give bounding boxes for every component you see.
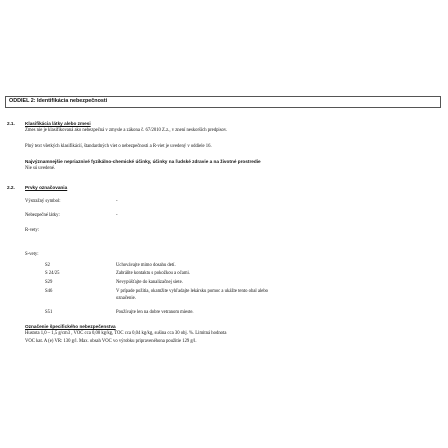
s-phrase-code: S2 <box>45 263 50 268</box>
adverse-effects-heading: Najvýznamnejšie nepriaznivé fyzikálno-chemické účinky, účinky na ľudské zdravie a na životné prostredie <box>25 159 261 164</box>
warning-symbol-value: - <box>116 199 118 204</box>
section-2-2-heading: Prvky označovania <box>25 185 68 190</box>
classification-text: Zmes nie je klasifikovaná ako nebezpečná v zmysle a zákona č. 67/2010 Z.z., v znení neskorších predpisov. <box>25 128 228 133</box>
section-2-1-heading: Klasifikácia látky alebo zmesi <box>25 121 91 126</box>
special-hazard-heading: Označenie špecifického nebezpečenstva <box>25 324 116 329</box>
section-header-box <box>5 96 441 108</box>
s-phrase-code: S46 <box>45 289 53 294</box>
special-hazard-line-1: Hustota 1,0 – 1,5 g/cm3 , VOC cca 0,08 kg/kg, TOC cca 0,04 kg/kg, sušina cca 30 obj. %. Limitná hodnota <box>25 331 227 336</box>
section-2-2-number: 2.2. <box>7 185 15 190</box>
section-2-1-number: 2.1. <box>7 121 15 126</box>
hazardous-substances-label: Nebezpečné látky: <box>25 213 60 218</box>
s-phrases-label: S-vety: <box>25 252 39 257</box>
s-phrase-code: S51 <box>45 310 53 315</box>
adverse-effects-value: Nie sú uvedené. <box>25 166 56 171</box>
warning-symbol-label: Výstražný symbol: <box>25 199 61 204</box>
full-text-note: Plný text všetkých klasifikácií, štandardných viet o nebezpečnosti a R-viet je uvedený v oddiele 16. <box>25 144 212 149</box>
s-phrase-code: S 24/25 <box>45 271 60 276</box>
r-phrases-label: R-vety: <box>25 228 40 233</box>
section-title: ODDIEL 2: Identifikácia nebezpečnosti <box>9 98 108 104</box>
hazardous-substances-value: - <box>116 213 118 218</box>
s-phrase-text: V prípade požitia, okamžite vyhľadajte lekársku pomoc a ukážte tento obal alebo <box>116 289 269 294</box>
s-phrase-text: Zabráňte kontaktu s pokožkou a očami. <box>116 271 190 276</box>
s-phrase-text: Uchovávajte mimo dosahu detí. <box>116 263 176 268</box>
s-phrase-text: Nevypúšťajte do kanalizačnej siete. <box>116 280 183 285</box>
special-hazard-line-2: VOC kat. A (e) VR: 130 g/l. Max. obsah VOC vo výrobku pripravenéhona použitie 129 g/l. <box>25 339 197 344</box>
s-phrase-code: S29 <box>45 280 53 285</box>
s-phrase-text-continued: označenie. <box>116 296 136 301</box>
s-phrase-text: Používajte len na dobre vetranom mieste. <box>116 310 194 315</box>
